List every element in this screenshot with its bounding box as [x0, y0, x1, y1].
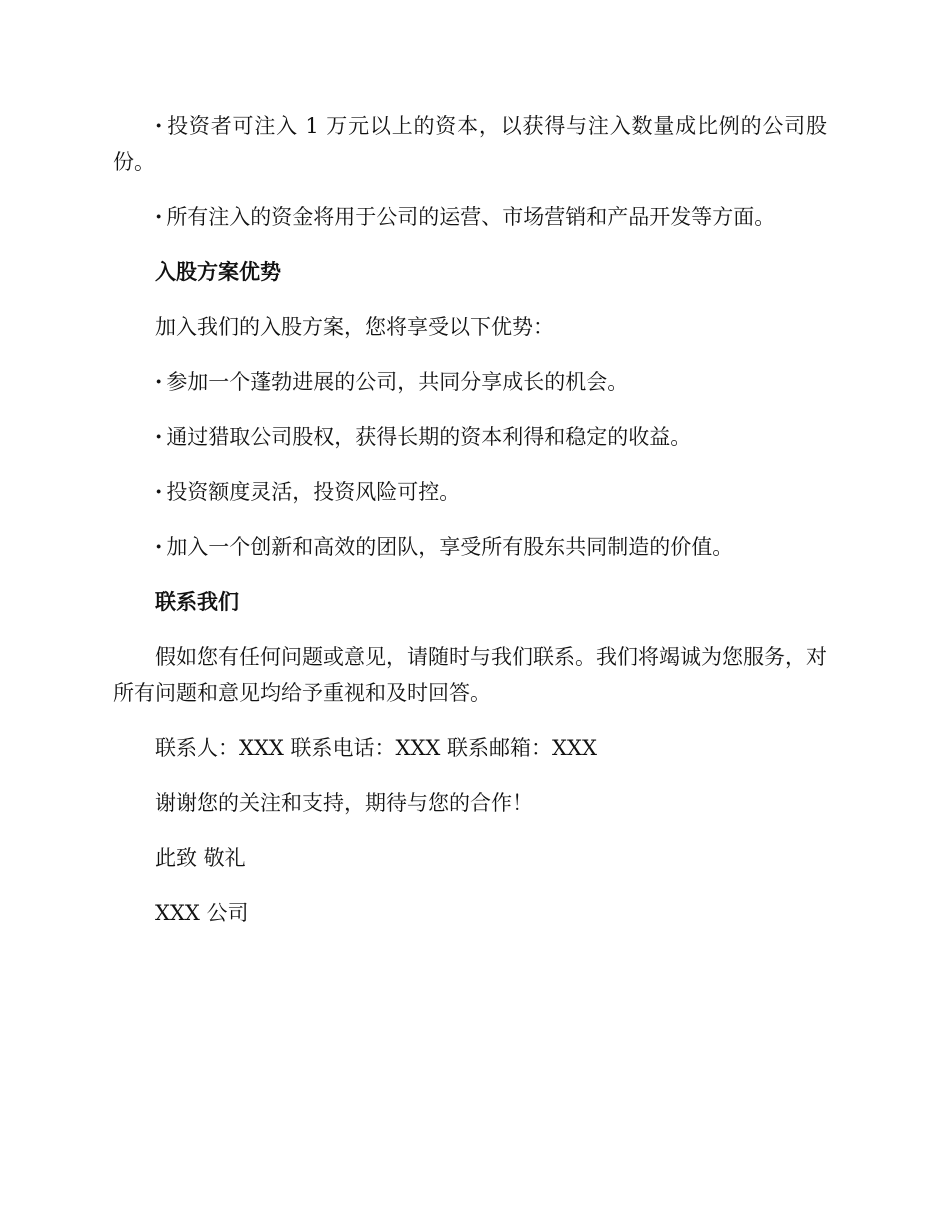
bullet-text: 投资额度灵活，投资风险可控。	[166, 480, 461, 504]
list-item	[113, 474, 827, 510]
bullet-icon: ·	[155, 479, 163, 504]
section-heading-advantages: 入股方案优势	[155, 260, 281, 284]
bullet-icon: ·	[155, 534, 163, 559]
list-item	[113, 199, 827, 235]
contact-paragraph: 假如您有任何问题或意见，请随时与我们联系。我们将竭诚为您服务，对所有问题和意见均给予重视和及时回答。	[113, 645, 827, 705]
list-item	[113, 364, 827, 400]
bullet-icon: ·	[155, 369, 163, 394]
advantages-intro: 加入我们的入股方案，您将享受以下优势：	[155, 315, 554, 339]
list-item	[113, 419, 827, 455]
bullet-icon: ·	[155, 424, 163, 449]
contact-details: 联系人：XXX 联系电话：XXX 联系邮箱：XXX	[155, 736, 597, 760]
bullet-text: 加入一个创新和高效的团队，享受所有股东共同制造的价值。	[166, 535, 734, 559]
bullet-text: 通过猎取公司股权，获得长期的资本利得和稳定的收益。	[166, 425, 692, 449]
bullet-icon: ·	[155, 113, 163, 138]
signature: XXX 公司	[155, 901, 249, 925]
document-body	[113, 108, 827, 950]
section-heading-contact: 联系我们	[155, 590, 239, 614]
closing-salutation: 此致 敬礼	[155, 846, 246, 870]
list-item	[113, 108, 827, 180]
closing-thanks: 谢谢您的关注和支持，期待与您的合作！	[155, 791, 533, 815]
bullet-text: 参加一个蓬勃进展的公司，共同分享成长的机会。	[166, 370, 629, 394]
bullet-text: 所有注入的资金将用于公司的运营、市场营销和产品开发等方面。	[166, 205, 776, 229]
bullet-text: 投资者可注入 1 万元以上的资本，以获得与注入数量成比例的公司股份。	[113, 114, 827, 174]
list-item	[113, 529, 827, 565]
bullet-icon: ·	[155, 204, 163, 229]
